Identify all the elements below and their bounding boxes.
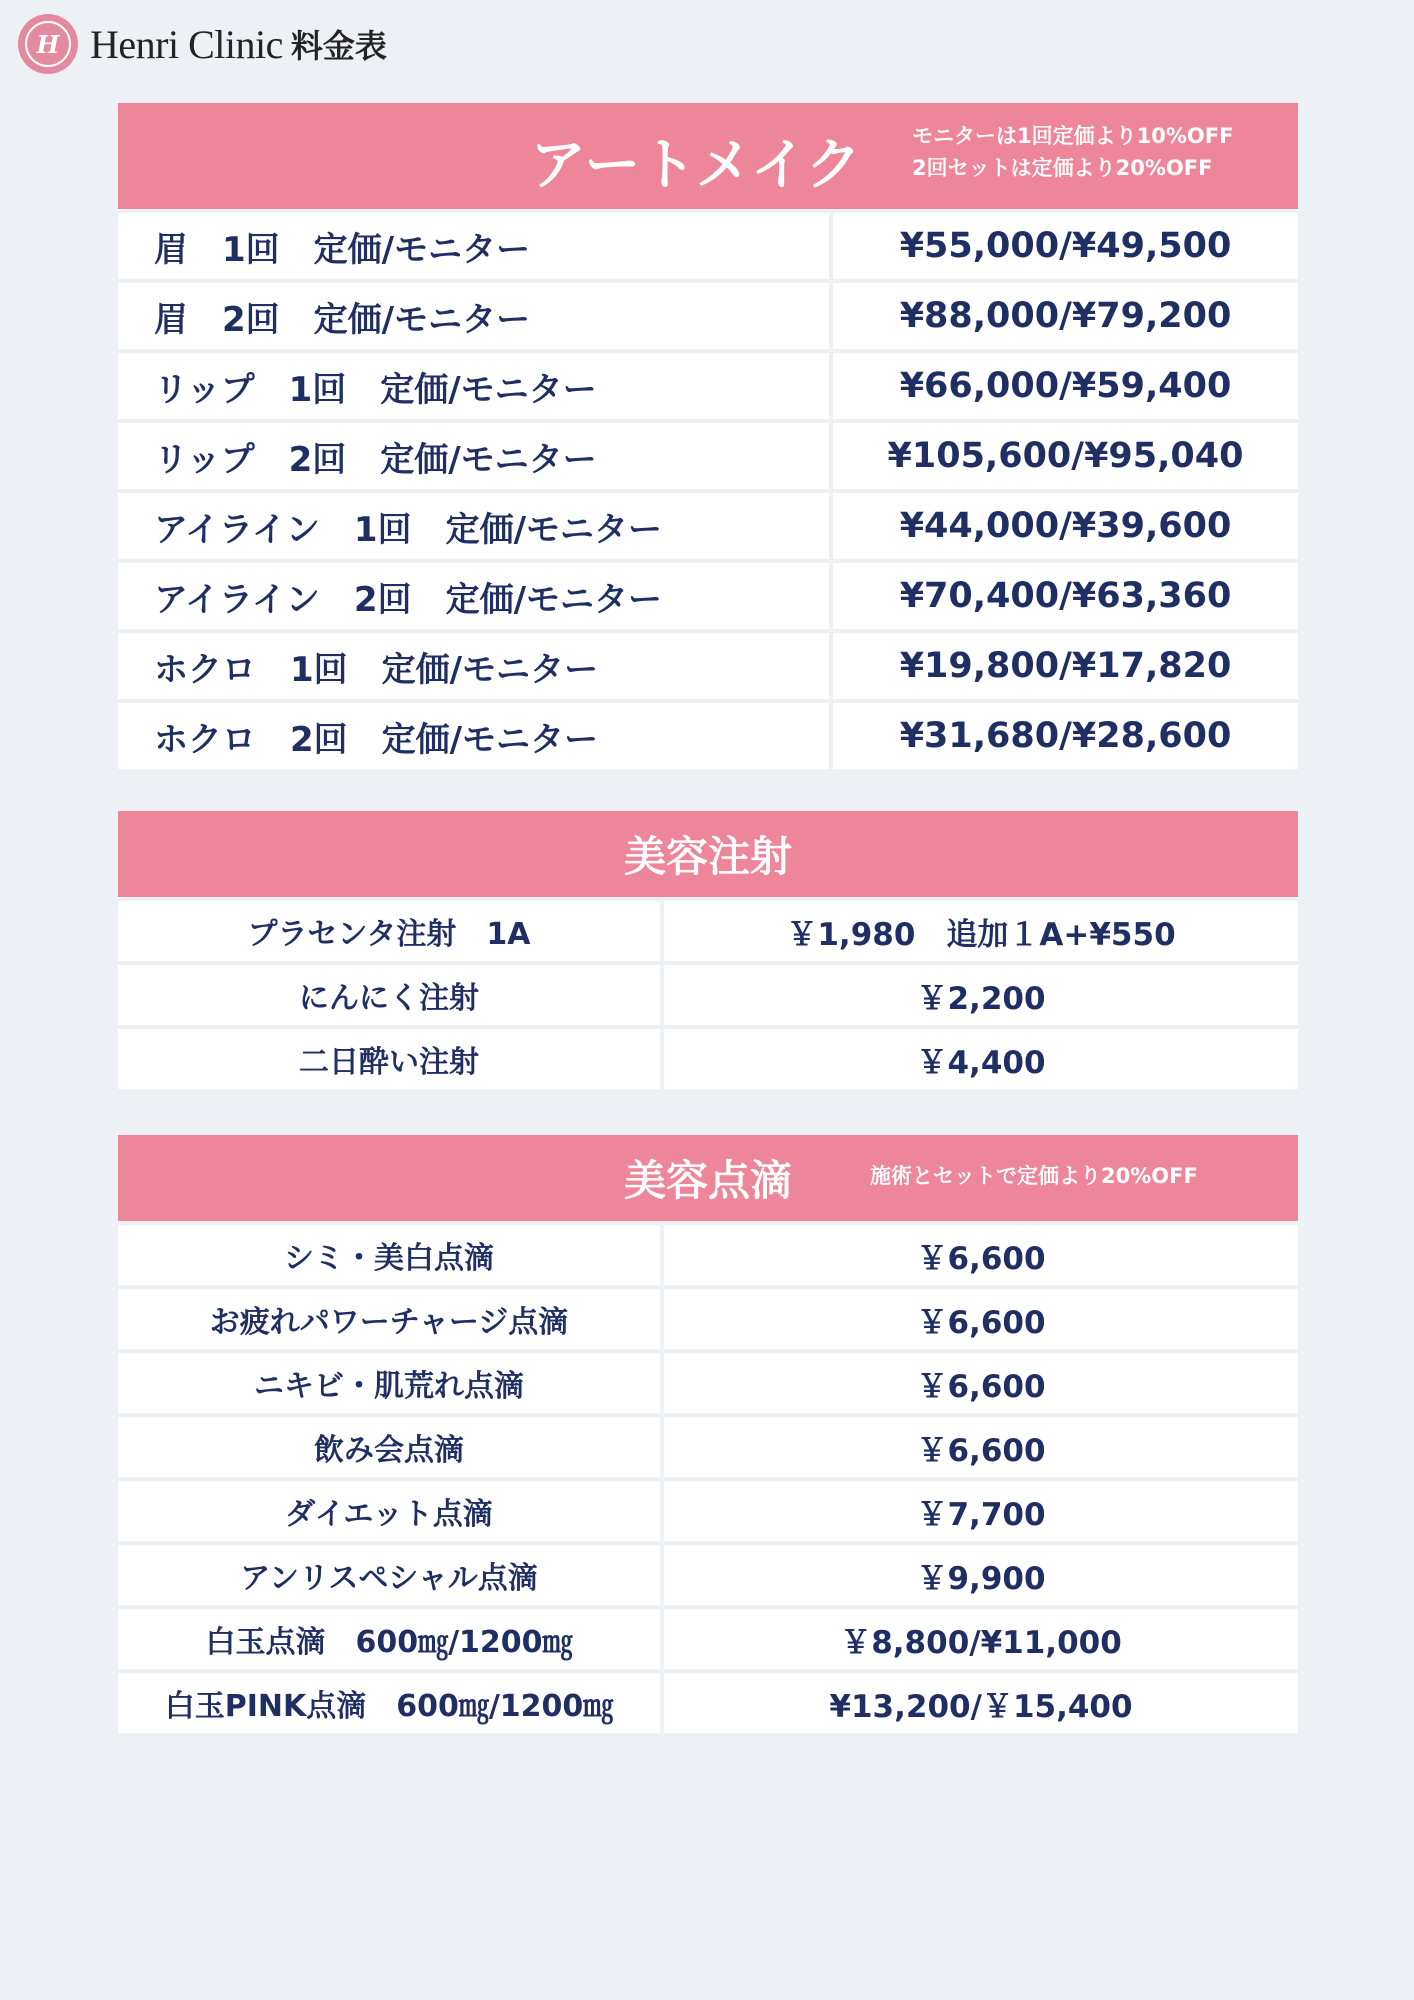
price-row <box>118 1417 1298 1477</box>
item-name: ホクロ 1回 定価/モニター <box>118 633 829 699</box>
item-name: ホクロ 2回 定価/モニター <box>118 703 829 769</box>
logo-monogram: H <box>25 21 71 67</box>
item-name: リップ 1回 定価/モニター <box>118 353 829 419</box>
injection-title: 美容注射 <box>623 832 792 881</box>
item-name: 二日酔い注射 <box>118 1029 660 1089</box>
item-price: ￥8,800/¥11,000 <box>664 1609 1298 1669</box>
injection-header <box>118 811 1298 897</box>
price-row <box>118 563 1298 629</box>
page-title: 料金表 <box>290 27 387 65</box>
item-name: 白玉点滴 600㎎/1200㎎ <box>118 1609 660 1669</box>
item-price: ￥6,600 <box>664 1225 1298 1285</box>
price-row <box>118 901 1298 961</box>
price-row <box>118 283 1298 349</box>
item-price: ¥55,000/¥49,500 <box>833 213 1298 279</box>
item-price: ￥6,600 <box>664 1289 1298 1349</box>
price-row <box>118 965 1298 1025</box>
price-row <box>118 1225 1298 1285</box>
price-row <box>118 353 1298 419</box>
page-header <box>18 12 387 76</box>
artmake-price-list <box>118 213 1298 769</box>
injection-section <box>118 811 1298 1089</box>
artmake-section <box>118 103 1298 769</box>
injection-price-list <box>118 901 1298 1089</box>
artmake-note-line1: モニターは1回定価より10%OFF <box>912 124 1234 148</box>
item-price: ￥2,200 <box>664 965 1298 1025</box>
item-name: 白玉PINK点滴 600㎎/1200㎎ <box>118 1673 660 1733</box>
item-name: 眉 2回 定価/モニター <box>118 283 829 349</box>
price-row <box>118 1029 1298 1089</box>
item-name: 眉 1回 定価/モニター <box>118 213 829 279</box>
item-price: ¥19,800/¥17,820 <box>833 633 1298 699</box>
price-row <box>118 493 1298 559</box>
artmake-header <box>118 103 1298 209</box>
item-price: ¥70,400/¥63,360 <box>833 563 1298 629</box>
item-name: ニキビ・肌荒れ点滴 <box>118 1353 660 1413</box>
item-name: アンリスペシャル点滴 <box>118 1545 660 1605</box>
price-row <box>118 1545 1298 1605</box>
item-name: ダイエット点滴 <box>118 1481 660 1541</box>
item-price: ¥44,000/¥39,600 <box>833 493 1298 559</box>
item-price: ¥13,200/￥15,400 <box>664 1673 1298 1733</box>
price-row <box>118 703 1298 769</box>
price-row <box>118 633 1298 699</box>
item-price: ￥6,600 <box>664 1417 1298 1477</box>
item-price: ¥88,000/¥79,200 <box>833 283 1298 349</box>
price-row <box>118 423 1298 489</box>
price-row <box>118 1609 1298 1669</box>
artmake-title: アートメイク <box>530 133 862 198</box>
price-row <box>118 1673 1298 1733</box>
item-name: リップ 2回 定価/モニター <box>118 423 829 489</box>
clinic-name: Henri Clinic <box>90 21 283 67</box>
price-row <box>118 1353 1298 1413</box>
artmake-note <box>912 121 1233 184</box>
item-name: お疲れパワーチャージ点滴 <box>118 1289 660 1349</box>
artmake-note-line2: 2回セットは定価より20%OFF <box>912 155 1213 180</box>
item-name: アイライン 1回 定価/モニター <box>118 493 829 559</box>
item-name: にんにく注射 <box>118 965 660 1025</box>
price-row <box>118 213 1298 279</box>
item-price: ￥4,400 <box>664 1029 1298 1089</box>
item-price: ¥31,680/¥28,600 <box>833 703 1298 769</box>
drip-title: 美容点滴 <box>623 1156 792 1205</box>
item-price: ￥7,700 <box>664 1481 1298 1541</box>
item-price: ￥1,980 追加１A+¥550 <box>664 901 1298 961</box>
item-price: ¥66,000/¥59,400 <box>833 353 1298 419</box>
item-name: プラセンタ注射 1A <box>118 901 660 961</box>
drip-header <box>118 1135 1298 1221</box>
item-name: シミ・美白点滴 <box>118 1225 660 1285</box>
price-row <box>118 1481 1298 1541</box>
drip-section <box>118 1135 1298 1733</box>
clinic-logo <box>18 14 78 74</box>
item-name: アイライン 2回 定価/モニター <box>118 563 829 629</box>
drip-note: 施術とセットで定価より20%OFF <box>870 1164 1198 1188</box>
price-row <box>118 1289 1298 1349</box>
drip-price-list <box>118 1225 1298 1733</box>
item-price: ￥9,900 <box>664 1545 1298 1605</box>
item-price: ￥6,600 <box>664 1353 1298 1413</box>
item-price: ¥105,600/¥95,040 <box>833 423 1298 489</box>
item-name: 飲み会点滴 <box>118 1417 660 1477</box>
